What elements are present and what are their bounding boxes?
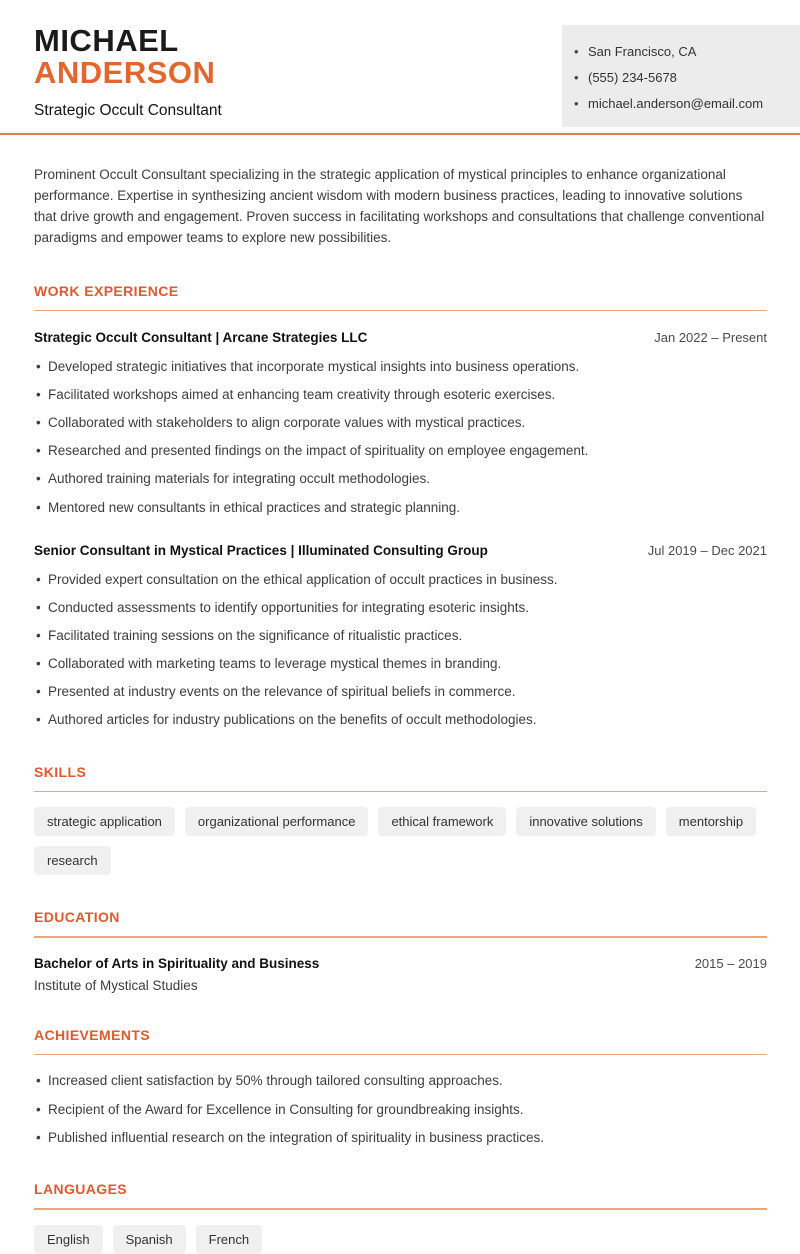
language-chip: Spanish [113,1225,186,1254]
contact-item: • (555) 234-5678 [574,64,784,90]
section-work-experience [34,283,767,730]
resume-header [0,0,800,133]
section-divider [34,310,767,312]
section-title: WORK EXPERIENCE [34,282,179,299]
job-entry [34,543,767,730]
language-chips [34,1225,767,1254]
first-name: MICHAEL [34,23,179,58]
bullet-item: • Facilitated training sessions on the significance of ritualistic practices. [34,626,767,646]
bullet-item: • Increased client satisfaction by 50% through tailored consulting approaches. [34,1071,767,1091]
bullet-item: • Collaborated with stakeholders to align corporate values with mystical practices. [34,413,767,433]
last-name: ANDERSON [34,55,216,91]
section-title: SKILLS [34,763,87,780]
section-title: ACHIEVEMENTS [34,1026,151,1043]
headline: Strategic Occult Consultant [34,102,222,120]
job-header [34,330,767,345]
job-dates: Jan 2022 – Present [654,330,767,346]
bullet-item: • Recipient of the Award for Excellence in Consulting for groundbreaking insights. [34,1100,767,1120]
section-languages [34,1181,767,1254]
resume-body [0,165,800,1254]
skill-chip: ethical framework [378,807,506,836]
achievement-bullets [34,1071,767,1147]
skill-chip: innovative solutions [516,807,655,836]
job-title: Strategic Occult Consultant | Arcane Strategies LLC [34,330,368,346]
contact-item: • San Francisco, CA [574,38,784,64]
contact-item: • michael.anderson@email.com [574,90,784,116]
job-bullets [34,357,767,517]
bullet-item: • Presented at industry events on the relevance of spiritual beliefs in commerce. [34,682,767,702]
job-bullets [34,570,767,730]
job-header [34,543,767,558]
bullet-item: • Provided expert consultation on the ethical application of occult practices in business. [34,570,767,590]
skills-chips [34,807,767,875]
language-chip: English [34,1225,103,1254]
section-skills [34,764,767,876]
job-dates: Jul 2019 – Dec 2021 [647,543,767,559]
bullet-item: • Facilitated workshops aimed at enhancing team creativity through esoteric exercises. [34,385,767,405]
bullet-item: • Authored training materials for integrating occult methodologies. [34,469,767,489]
bullet-item: • Authored articles for industry publications on the benefits of occult methodologies. [34,710,767,730]
bullet-item: • Published influential research on the integration of spirituality in business practices. [34,1128,767,1148]
name-block [34,25,222,120]
job-title: Senior Consultant in Mystical Practices | Illuminated Consulting Group [34,543,488,559]
education-entry [34,956,767,971]
section-achievements [34,1027,767,1147]
school-name: Institute of Mystical Studies [34,977,198,993]
skill-chip: research [34,846,111,875]
bullet-item: • Collaborated with marketing teams to leverage mystical themes in branding. [34,654,767,674]
skill-chip: mentorship [666,807,756,836]
skill-chip: organizational performance [185,807,369,836]
job-entry [34,330,767,517]
section-divider [34,791,767,793]
section-education [34,909,767,993]
bullet-item: • Mentored new consultants in ethical practices and strategic planning. [34,498,767,518]
contact-box [562,25,800,127]
bullet-item: • Conducted assessments to identify opportunities for integrating esoteric insights. [34,598,767,618]
section-title: EDUCATION [34,909,120,926]
skill-chip: strategic application [34,807,175,836]
language-chip: French [196,1225,262,1254]
section-title: LANGUAGES [34,1181,128,1198]
section-divider [34,1054,767,1056]
bullet-item: • Researched and presented findings on the impact of spirituality on employee engagement. [34,441,767,461]
section-divider [34,1208,767,1210]
header-divider [0,133,800,135]
section-divider [34,936,767,938]
education-dates: 2015 – 2019 [694,955,767,971]
contact-list [574,38,784,116]
person-name [34,25,222,89]
summary-paragraph: Prominent Occult Consultant specializing in the strategic application of mystical principles to enhance organizational performance. Expertise in synthesizing ancient wisdom with modern business practices, leading to innovative solutions that drive growth and engagement. Proven success in facilitating workshops and consultations that challenge conventional paradigms and empower teams to explore new possibilities. [34,167,765,245]
degree-title: Bachelor of Arts in Spirituality and Business [34,955,320,971]
bullet-item: • Developed strategic initiatives that incorporate mystical insights into business operations. [34,357,767,377]
